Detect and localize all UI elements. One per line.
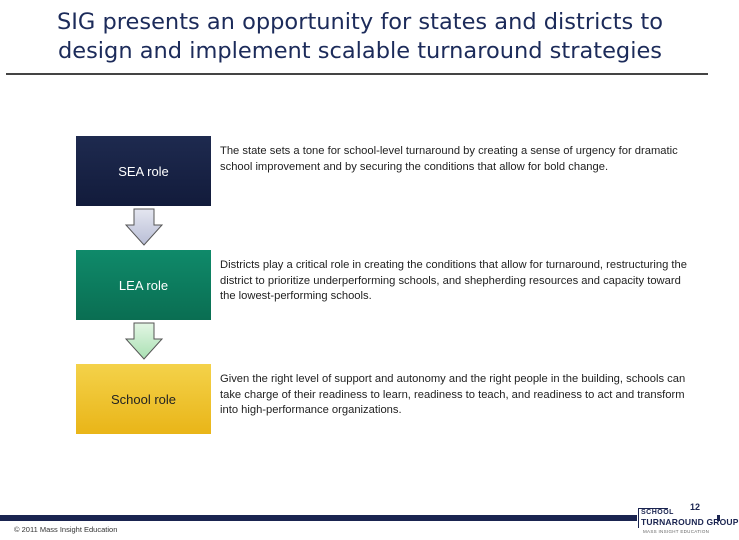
sea-role-description: The state sets a tone for school-level turnaround by creating a sense of urgency for dramatic school improvement and by securing the conditions that allow for bold change. <box>220 145 678 173</box>
logo-line-2: TURNAROUND GROUP <box>641 517 739 527</box>
slide-title: SIG presents an opportunity for states and districts to design and implement scalable turnaround strategies <box>56 9 664 64</box>
logo-line-1: SCHOOL <box>641 509 674 516</box>
sea-role-label: SEA role <box>118 163 169 179</box>
lea-role-description: Districts play a critical role in creating the conditions that allow for turnaround, restructuring the district to prioritize underperforming schools, and shepherding resources and capacity toward the lowest-performing schools. <box>220 259 687 302</box>
lea-role-box <box>76 250 211 320</box>
school-turnaround-group-logo <box>637 507 739 538</box>
logo-line-3: MASS INSIGHT EDUCATION <box>643 529 710 534</box>
school-role-box <box>76 364 211 434</box>
school-role-label: School role <box>110 391 177 407</box>
page-number: 12 <box>690 502 701 512</box>
down-arrow-icon <box>125 208 163 246</box>
lea-role-label: LEA role <box>118 277 169 293</box>
copyright-text: © 2011 Mass Insight Education <box>14 525 118 534</box>
school-role-description: Given the right level of support and autonomy and the right people in the building, schools can take charge of their readiness to learn, readiness to teach, and readiness to act and transform into high-performance organizations. <box>220 373 686 416</box>
down-arrow-icon <box>125 322 163 360</box>
sea-role-box <box>76 136 211 206</box>
footer-bar <box>0 515 720 521</box>
title-divider <box>6 73 708 75</box>
